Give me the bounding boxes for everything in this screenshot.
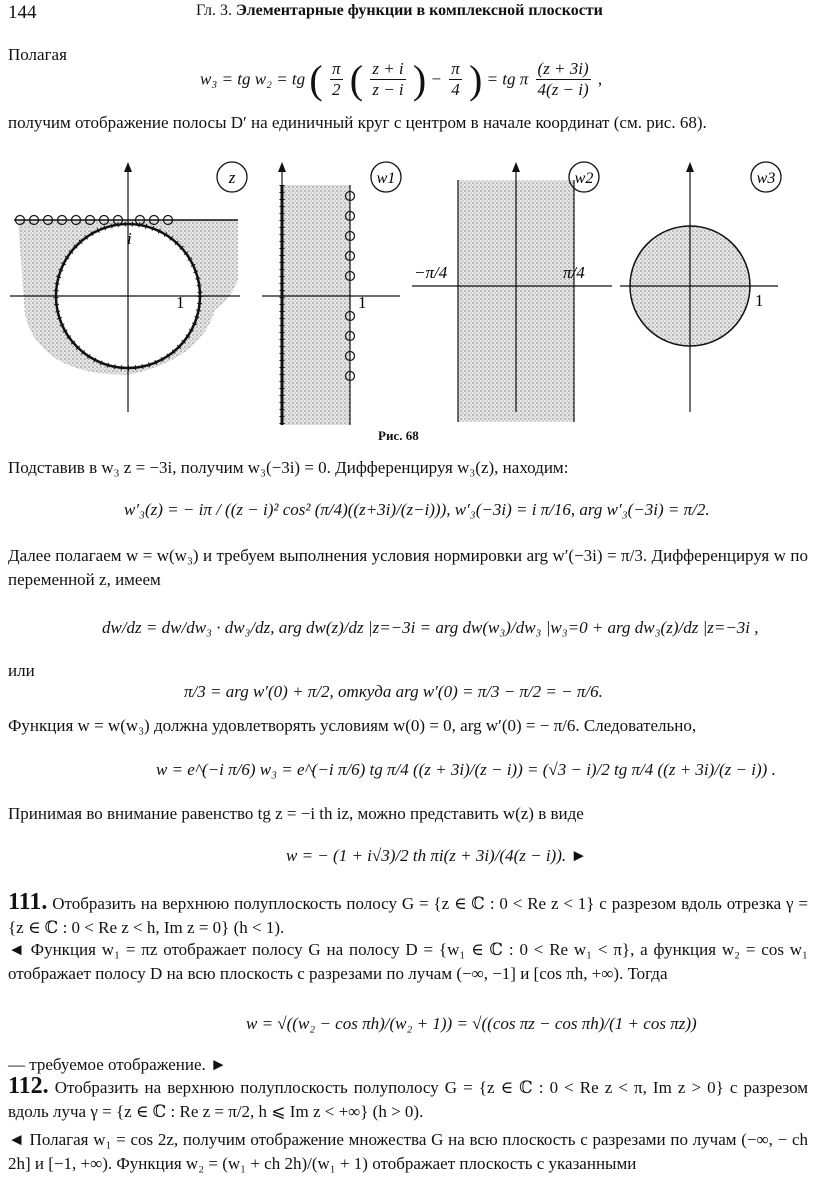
- paragraph-substitute: Подставив в w₃ z = −3i, получим w₃(−3i) = 0. Дифференцируя w₃(z), находим:: [8, 458, 569, 477]
- exercise-112-solution: ◄ Полагая w₁ = cos 2z, получим отображение множества G на всю плоскость с разрезами по лучам (−∞, − ch 2h] и [−1, +∞). Функция w₂ = (w₁ + ch 2h)/(w₁ + 1) отображает плоскость с указанными: [8, 1130, 808, 1173]
- label-w3: w3: [756, 170, 776, 187]
- label-w2: w2: [574, 170, 594, 187]
- formula-th: w = − (1 + i√3)/2 th πi(z + 3i)/(4(z − i)). ►: [286, 846, 588, 865]
- chapter-title: Элементарные функции в комплексной плоскости: [236, 2, 603, 19]
- panel-w1: [262, 162, 401, 425]
- label-one-z: 1: [176, 293, 185, 312]
- exercise-112-text: Отобразить на верхнюю полуплоскость полуполосу G = {z ∈ ℂ : 0 < Re z < π, Im z > 0} с разрезом вдоль луча γ = {z ∈ ℂ : Re z = π/2, h ⩽ Im z < +∞} (h > 0).: [8, 1078, 809, 1121]
- formula-chain-rule: dw/dz = dw/dw₃ · dw₃/dz, arg dw(z)/dz |z=−3i = arg dw(w₃)/dw₃ |w₃=0 + arg dw₃(z)/dz |z=−3i ,: [102, 618, 759, 637]
- formula-arg: π/3 = arg w′(0) + π/2, откуда arg w′(0) = π/3 − π/2 = − π/6.: [184, 682, 603, 701]
- exercise-111-solution: ◄ Функция w₁ = πz отображает полосу G на полосу D = {w₁ ∈ ℂ : 0 < Re w₁ < π}, а функция w₂ = cos w₁ отображает полосу D на всю плоскость с разрезами по лучам (−∞, −1] и [cos πh, +∞). Тогда: [8, 940, 808, 983]
- exercise-111-text: Отобразить на верхнюю полуплоскость полосу G = {z ∈ ℂ : 0 < Re z < 1} с разрезом вдоль отрезка γ = {z ∈ ℂ : 0 < Re z < h, Im z = 0} (h < 1).: [8, 894, 808, 937]
- label-i: i: [127, 229, 132, 248]
- formula-w3-lhs: w₃ = tg w₂ = tg: [200, 69, 306, 89]
- map-text: получим отображение полосы D′ на единичный круг с центром в начале координат (см. рис. 68).: [8, 113, 707, 132]
- exercise-111-formula: w = √((w₂ − cos πh)/(w₂ + 1)) = √((cos πz − cos πh)/(1 + cos πz)): [246, 1014, 697, 1033]
- page-number: 144: [8, 2, 37, 23]
- paragraph-normalization: Далее полагаем w = w(w₃) и требуем выполнения условия нормировки arg w′(−3i) = π/3. Дифференцируя w по переменной z, имеем: [8, 546, 808, 589]
- label-one-w3: 1: [755, 291, 764, 310]
- label-minus-pi4: −π/4: [414, 263, 448, 282]
- exercise-111: [8, 890, 808, 940]
- running-header: [196, 2, 603, 20]
- formula-w3: w₃ = tg w₂ = tg ( $\frac{\pi}{2}$ ( $\frac{z + i}{z - i}$ ) − $\frac{\pi}{4}$ ) = tg π $\frac{(z + 3i)}{4(z - i)}$ ,: [200, 57, 603, 102]
- label-one-w1: 1: [358, 293, 367, 312]
- intro-text: Полагая: [8, 45, 67, 64]
- label-pi4: π/4: [563, 263, 585, 282]
- paragraph-function: Функция w = w(w₃) должна удовлетворять условиям w(0) = 0, arg w′(0) = − π/6. Следовательно,: [8, 716, 697, 735]
- panel-w3: [620, 162, 781, 412]
- formula-w3-mid: = tg π: [486, 69, 529, 89]
- paragraph-taking: Принимая во внимание равенство tg z = −i th iz, можно представить w(z) в виде: [8, 804, 584, 823]
- chapter-label: Гл. 3.: [196, 2, 233, 19]
- label-w1: w1: [376, 170, 396, 187]
- exercise-111-number: 111.: [8, 889, 48, 915]
- figure-caption: Рис. 68: [378, 428, 419, 443]
- exercise-111-end: — требуемое отображение. ►: [8, 1055, 227, 1074]
- exercise-112-number: 112.: [8, 1073, 49, 1099]
- formula-derivative: w′₃(z) = − iπ / ((z − i)² cos² (π/4)((z+3i)/(z−i))), w′₃(−3i) = i π/16, arg w′₃(−3i) = π/2.: [124, 500, 710, 519]
- panel-z: [10, 162, 247, 412]
- label-z: z: [228, 168, 236, 187]
- text-or: или: [8, 661, 35, 680]
- figure-68: [0, 150, 814, 425]
- exercise-112: [8, 1074, 808, 1124]
- panel-w2: [412, 162, 612, 422]
- formula-w: w = e^(−i π/6) w₃ = e^(−i π/6) tg π/4 ((z + 3i)/(z − i)) = (√3 − i)/2 tg π/4 ((z + 3i)/(z − i)) .: [156, 760, 776, 779]
